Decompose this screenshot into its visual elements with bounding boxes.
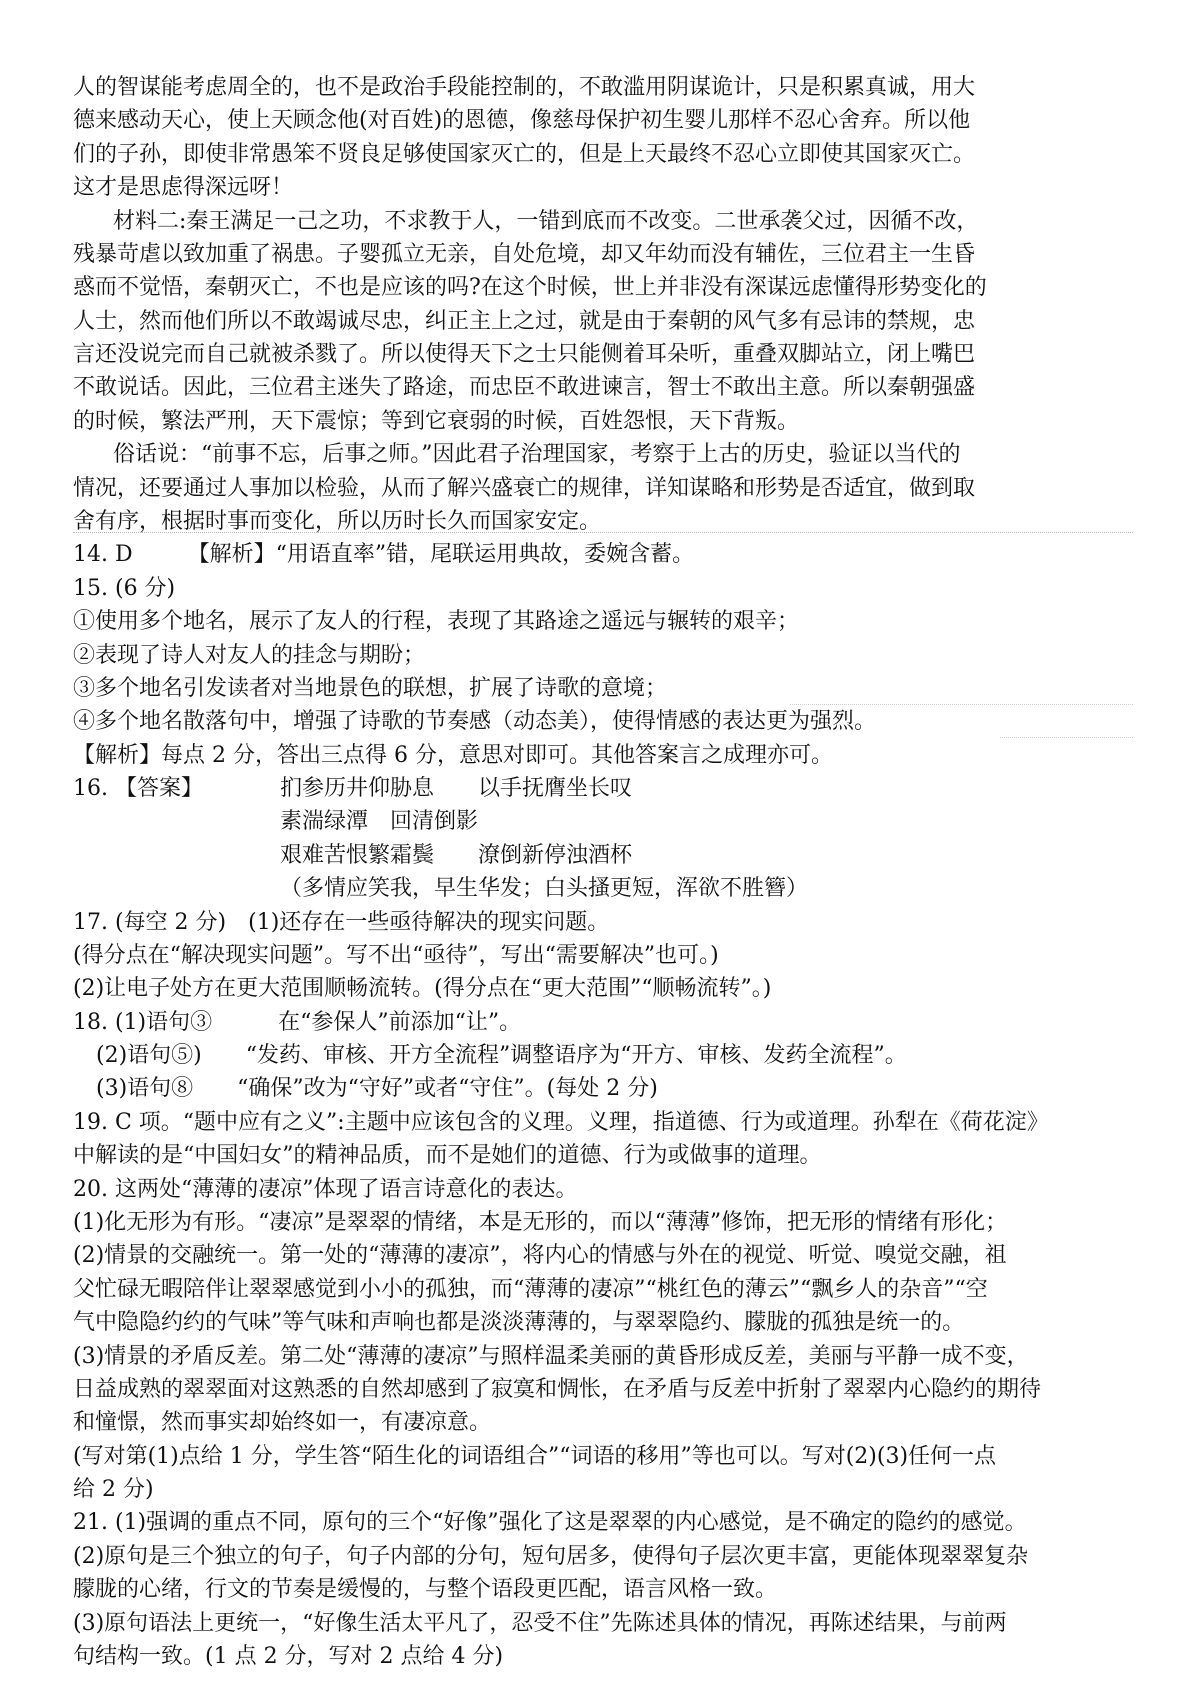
- q20-line: (写对第(1)点给 1 分，学生答“陌生化的词语组合”“词语的移用”等也可以。写对(2)(3)任何一点: [73, 1443, 997, 1469]
- q20-line: 和憧憬，然而事实却始终如一，有凄凉意。: [73, 1410, 492, 1436]
- q15-point: ④多个地名散落句中，增强了诗歌的节奏感（动态美），使得情感的表达更为强烈。: [73, 709, 877, 735]
- q21-line: 朦胧的心绪，行文的节奏是缓慢的，与整个语段更匹配，语言风格一致。: [73, 1577, 778, 1603]
- q16-answer-line: 艰难苦恨繁霜鬓 潦倒新停浊酒杯: [280, 842, 633, 868]
- q17-line: (2)让电子处方在更大范围顺畅流转。(得分点在“更大范围”“顺畅流转”。): [73, 976, 772, 1002]
- q20-line: 父忙碌无暇陪伴让翠翠感觉到小小的孤独，而“薄薄的凄凉”“桃红色的薄云”“飘乡人的杂音”“空: [73, 1276, 988, 1302]
- q15-point: ①使用多个地名，展示了友人的行程，表现了其路途之遥远与辗转的艰辛；: [73, 609, 800, 635]
- q15-heading: 15. (6 分): [73, 575, 176, 601]
- q21-line: 句结构一致。(1 点 2 分，写对 2 点给 4 分): [73, 1644, 504, 1669]
- material-two-line: 言还没说完而自己就被杀戮了。所以使得天下之士只能侧着耳朵听，重叠双脚站立，闭上嘴巴: [73, 342, 976, 368]
- q14-answer: 14. D 【解析】“用语直率”错，尾联运用典故，委婉含蓄。: [73, 542, 695, 568]
- q21-line: 21. (1)强调的重点不同，原句的三个“好像”强化了这是翠翠的内心感觉，是不确定的隐约的感觉。: [73, 1510, 1027, 1536]
- proverb-line: 俗话说：“前事不忘，后事之师。”因此君子治理国家，考察于上古的历史，验证以当代的: [113, 442, 961, 468]
- q15-note: 【解析】每点 2 分，答出三点得 6 分，意思对即可。其他答案言之成理亦可。: [73, 742, 833, 768]
- q16-answer-line: 素湍绿潭 回清倒影: [280, 809, 479, 835]
- material-one-line: 们的子孙，即使非常愚笨不贤良足够使国家灭亡的，但是上天最终不忍心立即使其国家灭亡。: [73, 141, 976, 167]
- q18-line: (3)语句⑧ “确保”改为“守好”或者“守住”。(每处 2 分): [96, 1076, 658, 1102]
- material-two-line: 人士，然而他们所以不敢竭诚尽忠，纠正主上之过，就是由于秦朝的风气多有忌讳的禁规，忠: [73, 308, 976, 334]
- q20-line: (1)化无形为有形。“凄凉”是翠翠的情绪，本是无形的，而以“薄薄”修饰，把无形的情绪有形化；: [73, 1210, 1008, 1236]
- q20-line: 日益成熟的翠翠面对这熟悉的自然却感到了寂寞和惆怅，在矛盾与反差中折射了翠翠内心隐约的期待: [73, 1376, 1042, 1402]
- material-two-line: 的时候，繁法严刑，天下震惊；等到它衰弱的时候，百姓怨恨，天下背叛。: [73, 408, 800, 434]
- q16-answer-line: 扪参历井仰胁息 以手抚膺坐长叹: [280, 776, 633, 802]
- q18-line: 18. (1)语句③ 在“参保人”前添加“让”。: [73, 1009, 522, 1035]
- material-one-line: 人的智谋能考虑周全的，也不是政治手段能控制的，不敢滥用阴谋诡计，只是积累真诚，用大: [73, 75, 976, 100]
- q19-line: 中解读的是“中国妇女”的精神品质，而不是她们的道德、行为或做事的道理。: [73, 1143, 822, 1169]
- material-two-line: 惑而不觉悟，秦朝灭亡，不也是应该的吗?在这个时候，世上并非没有深谋远虑懂得形势变化的: [73, 275, 987, 301]
- q15-point: ③多个地名引发读者对当地景色的联想，扩展了诗歌的意境；: [73, 675, 668, 701]
- q16-heading: 16. 【答案】: [73, 776, 203, 802]
- material-two-line: 残暴苛虐以致加重了祸患。子婴孤立无亲，自处危境，却又年幼而没有辅佐，三位君主一生昏: [73, 241, 976, 267]
- material-one-line: 这才是思虑得深远呀！: [73, 175, 294, 201]
- q21-line: (2)原句是三个独立的句子，句子内部的分句，短句居多，使得句子层次更丰富，更能体现翠翠复杂: [73, 1543, 1029, 1569]
- q20-line: (2)情景的交融统一。第一处的“薄薄的凄凉”，将内心的情感与外在的视觉、听觉、嗅觉交融，祖: [73, 1243, 1007, 1269]
- q17-line: 17. (每空 2 分) (1)还存在一些亟待解决的现实问题。: [73, 909, 610, 935]
- proverb-line: 舍有序，根据时事而变化，所以历时长久而国家安定。: [73, 508, 602, 534]
- material-two-line: 材料二:秦王满足一己之功，不求教于人，一错到底而不改变。二世承袭父过，因循不改，: [113, 208, 979, 234]
- q19-line: 19. C 项。“题中应有之义”:主题中应该包含的义理。义理，指道德、行为或道理。孙犁在《荷花淀》: [73, 1109, 1049, 1135]
- q16-answer-line: （多情应笑我，早生华发；白头搔更短，浑欲不胜簪）: [280, 876, 809, 902]
- q20-line: 20. 这两处“薄薄的凄凉”体现了语言诗意化的表达。: [73, 1176, 578, 1202]
- faint-divider: [1000, 737, 1133, 738]
- faint-divider: [790, 704, 1133, 705]
- material-one-line: 德来感动天心，使上天顾念他(对百姓)的恩德，像慈母保护初生婴儿那样不忍心舍弃。所以他: [73, 108, 971, 134]
- material-two-line: 不敢说话。因此，三位君主迷失了路途，而忠臣不敢进谏言，智士不敢出主意。所以秦朝强盛: [73, 375, 976, 401]
- q20-line: 气中隐隐约约的气味”等气味和声响也都是淡淡薄薄的，与翠翠隐约、朦胧的孤独是统一的。: [73, 1310, 965, 1336]
- proverb-line: 情况，还要通过人事加以检验，从而了解兴盛衰亡的规律，详知谋略和形势是否适宜，做到取: [73, 475, 976, 501]
- section-divider: [73, 532, 1133, 533]
- q15-point: ②表现了诗人对友人的挂念与期盼；: [73, 642, 426, 668]
- q21-line: (3)原句语法上更统一，“好像生活太平凡了，忍受不住”先陈述具体的情况，再陈述结果，与前两: [73, 1610, 1007, 1636]
- q20-line: 给 2 分): [73, 1477, 154, 1503]
- q17-line: (得分点在“解决现实问题”。写不出“亟待”，写出“需要解决”也可。): [73, 942, 719, 968]
- q20-line: (3)情景的矛盾反差。第二处“薄薄的凄凉”与照样温柔美丽的黄昏形成反差，美丽与平静一成不变，: [73, 1343, 1029, 1369]
- q18-line: (2)语句⑤) “发药、审核、开方全流程”调整语序为“开方、审核、发药全流程”。: [96, 1043, 907, 1069]
